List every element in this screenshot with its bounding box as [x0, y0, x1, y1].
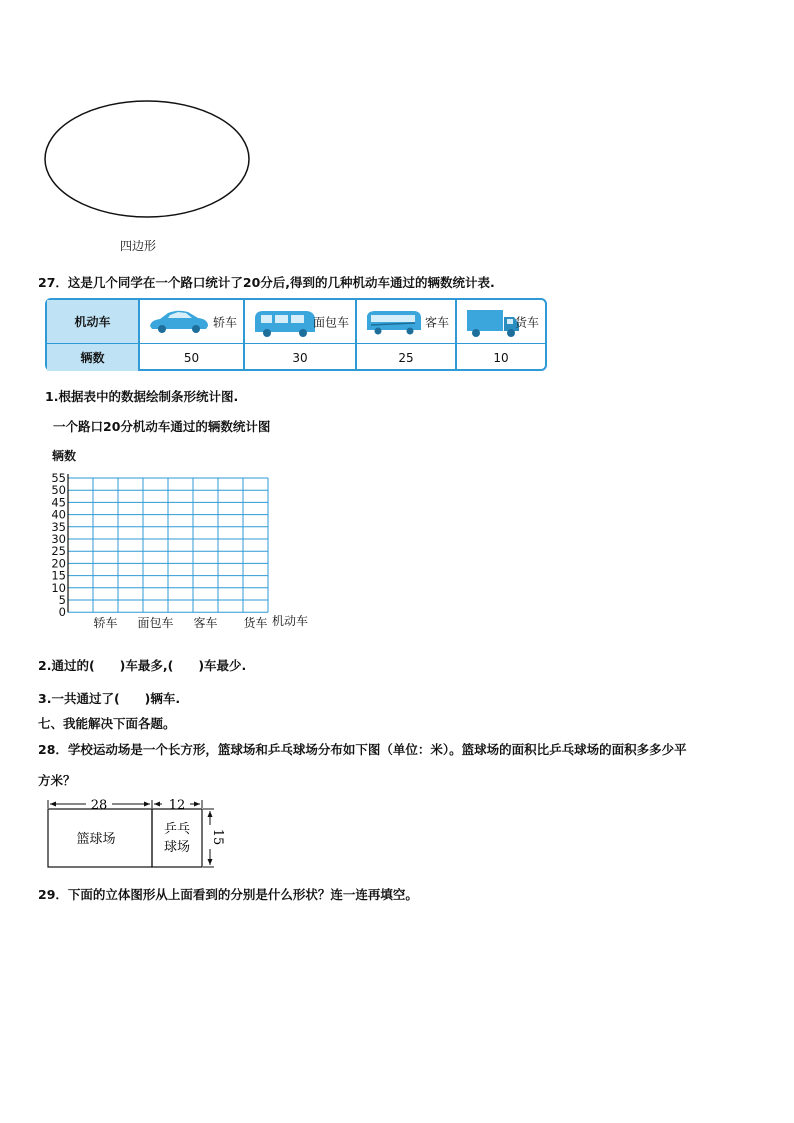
count-row	[47, 344, 545, 371]
question-27-sub3: 3.一共通过了( )辆车.	[38, 691, 181, 706]
vehicle-cell-bus	[357, 300, 455, 343]
count-value: 25	[398, 350, 414, 365]
vehicle-label: 轿车	[212, 315, 237, 329]
y-tick-label: 45	[51, 495, 66, 510]
y-tick-label: 15	[51, 568, 66, 583]
x-category-label: 轿车	[93, 616, 118, 631]
y-tick-label: 10	[51, 580, 66, 595]
y-tick-label: 5	[58, 593, 66, 607]
count-cell-sedan	[140, 344, 243, 371]
question-29-text: 29．下面的立体图形从上面看到的分别是什么形状？连一连再填空。	[38, 887, 418, 902]
y-tick-label: 20	[51, 556, 66, 571]
y-tick-label: 0	[58, 605, 66, 620]
y-tick-label: 30	[51, 532, 66, 546]
count-cell-bus	[357, 344, 455, 371]
oval-shape	[40, 98, 254, 228]
minivan-icon	[253, 308, 317, 338]
y-tick-label: 25	[51, 544, 66, 559]
x-category-label: 货车	[243, 616, 268, 631]
question-28-text-line2: 方米？	[38, 773, 76, 788]
vehicle-header-label: 机动车	[74, 315, 111, 329]
vehicle-cell-truck	[457, 300, 545, 343]
sports-field-figure	[40, 795, 225, 873]
vehicle-row	[47, 300, 545, 344]
x-category-label: 面包车	[137, 616, 174, 631]
vehicle-label: 货车	[514, 315, 539, 329]
section-7-title: 七、我能解决下面各题。	[38, 716, 176, 731]
basketball-court-label: 篮球场	[76, 832, 116, 847]
y-tick-label: 55	[51, 471, 66, 485]
dimension-basketball-width: 28	[90, 798, 108, 813]
x-category-label: 客车	[193, 616, 218, 631]
vehicle-count-table	[45, 298, 547, 371]
question-27-sub2: 2.通过的( )车最多,( )车最少.	[38, 658, 247, 673]
count-value: 50	[183, 350, 200, 365]
dimension-pingpong-width: 12	[168, 798, 186, 813]
count-header-label: 辆数	[80, 351, 105, 365]
question-27-sub1: 1.根据表中的数据绘制条形统计图.	[45, 389, 239, 404]
sedan-icon	[148, 308, 210, 334]
count-cell-minivan	[245, 344, 355, 371]
vehicle-cell-minivan	[245, 300, 355, 343]
x-axis-title: 机动车	[272, 614, 309, 629]
bus-icon	[365, 308, 423, 336]
vehicle-cell-sedan	[140, 300, 243, 343]
count-header-cell	[47, 344, 138, 371]
vehicle-label: 客车	[424, 315, 449, 329]
bar-chart	[40, 440, 350, 645]
pingpong-court-label-1: 乒乓	[163, 822, 191, 837]
chart-title: 一个路口20分机动车通过的辆数统计图	[53, 419, 271, 434]
count-value: 10	[493, 350, 509, 365]
question-28-text-line1: 28．学校运动场是一个长方形，篮球场和乒乓球场分布如下图（单位：米）。篮球场的面积比乒乓球场的面积多多少平	[38, 742, 687, 757]
count-cell-truck	[457, 344, 545, 371]
y-tick-label: 50	[51, 483, 66, 498]
question-27-text: 27．这是几个同学在一个路口统计了20分后,得到的几种机动车通过的辆数统计表.	[38, 275, 495, 290]
oval-label: 四边形	[120, 239, 157, 253]
y-tick-label: 40	[51, 507, 66, 522]
y-tick-label: 35	[51, 519, 66, 534]
pingpong-court-label-2: 球场	[163, 840, 191, 855]
vehicle-header-cell	[47, 300, 138, 343]
y-axis-title: 辆数	[52, 449, 77, 463]
count-value: 30	[292, 350, 308, 365]
truck-icon	[465, 308, 521, 338]
dimension-height: 15	[210, 828, 225, 846]
vehicle-label: 面包车	[312, 315, 349, 329]
